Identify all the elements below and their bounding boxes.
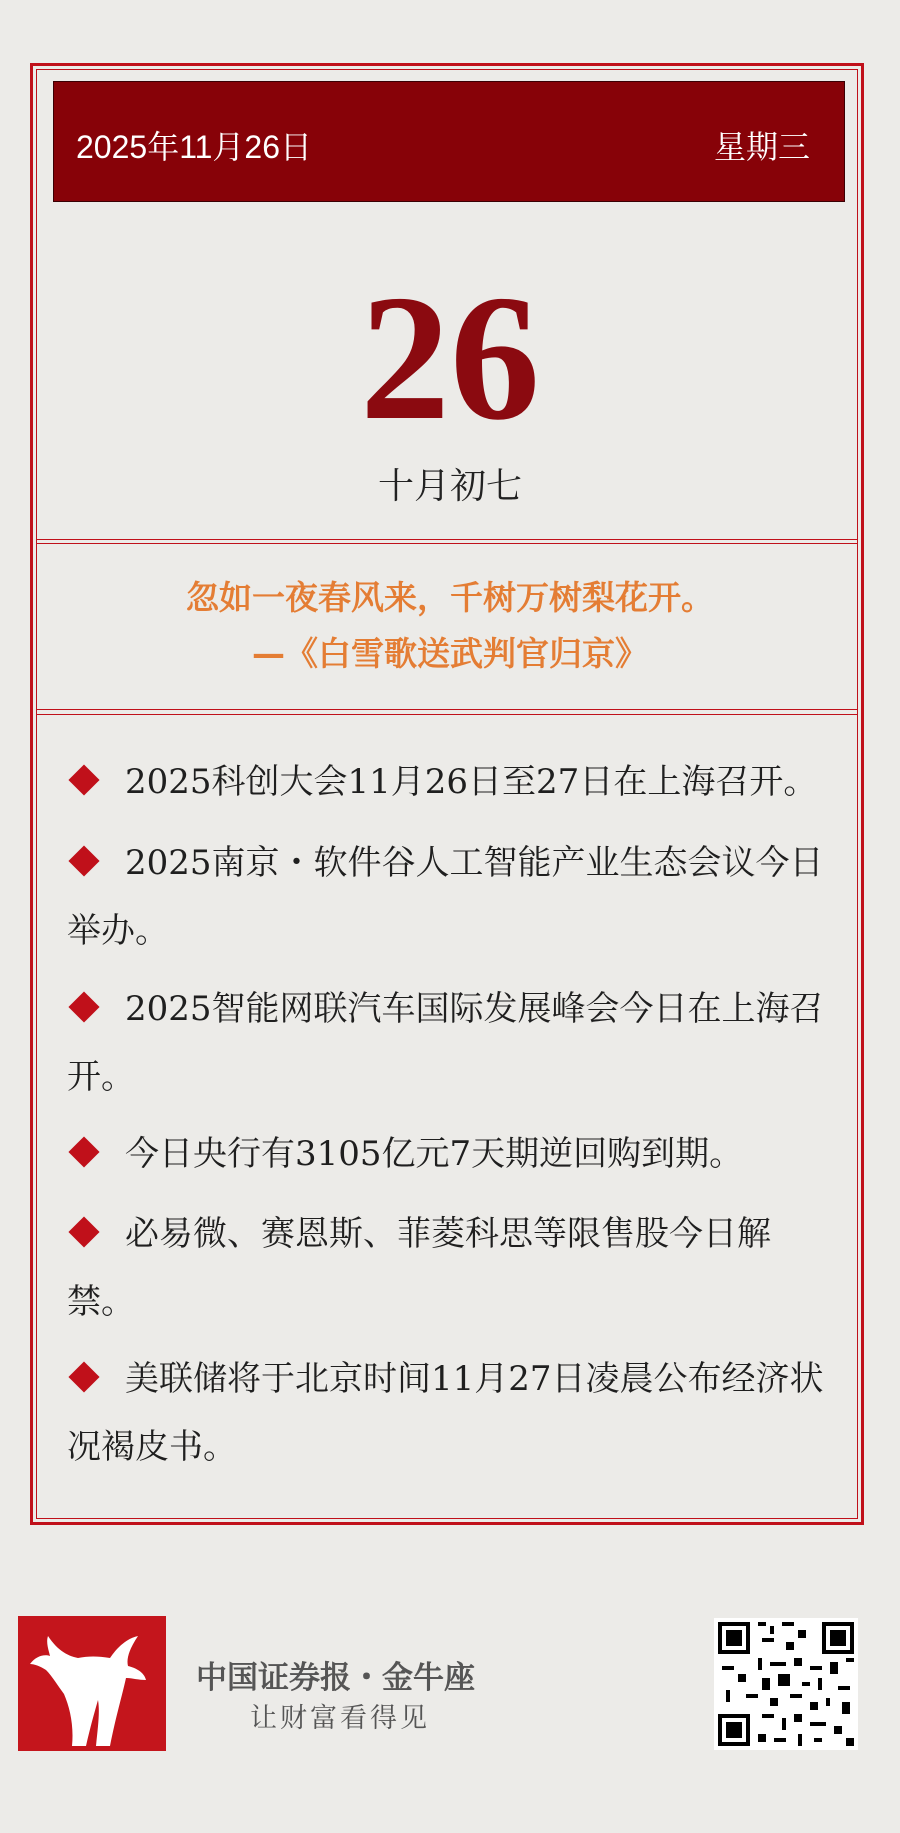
poem-source: —《白雪歌送武判官归京》 (252, 634, 648, 673)
event-item: 2025南京・软件谷人工智能产业生态会议今日举办。 (67, 843, 824, 951)
divider-middle-double (36, 714, 858, 715)
event-item: 2025智能网联汽车国际发展峰会今日在上海召开。 (67, 989, 824, 1097)
diamond-bullet-icon (68, 1136, 99, 1167)
header-weekday: 星期三 (713, 129, 810, 165)
date-header-bar (53, 81, 845, 202)
qr-code-icon[interactable] (714, 1618, 858, 1750)
event-item: 美联储将于北京时间11月27日凌晨公布经济状况褐皮书。 (67, 1359, 824, 1467)
event-item: 2025科创大会11月26日至27日在上海召开。 (67, 748, 832, 816)
bull-logo-icon (18, 1616, 166, 1751)
diamond-bullet-icon (68, 845, 99, 876)
lunar-date: 十月初七 (377, 466, 522, 507)
divider-top (36, 539, 858, 540)
diamond-bullet-icon (68, 764, 99, 795)
poem-line: 忽如一夜春风来，千树万树梨花开。 (186, 578, 714, 617)
event-item: 今日央行有3105亿元7天期逆回购到期。 (67, 1120, 832, 1188)
diamond-bullet-icon (68, 1361, 99, 1392)
brand-slogan: 让财富看得见 (250, 1703, 430, 1734)
diamond-bullet-icon (68, 991, 99, 1022)
divider-top-double (36, 543, 858, 544)
diamond-bullet-icon (68, 1216, 99, 1247)
divider-middle (36, 709, 858, 710)
header-date: 2025年11月26日 (76, 129, 313, 165)
big-day-number: 26 (360, 258, 540, 457)
event-item: 必易微、赛恩斯、菲菱科思等限售股今日解禁。 (67, 1214, 771, 1322)
brand-name: 中国证券报・金牛座 (196, 1660, 475, 1696)
